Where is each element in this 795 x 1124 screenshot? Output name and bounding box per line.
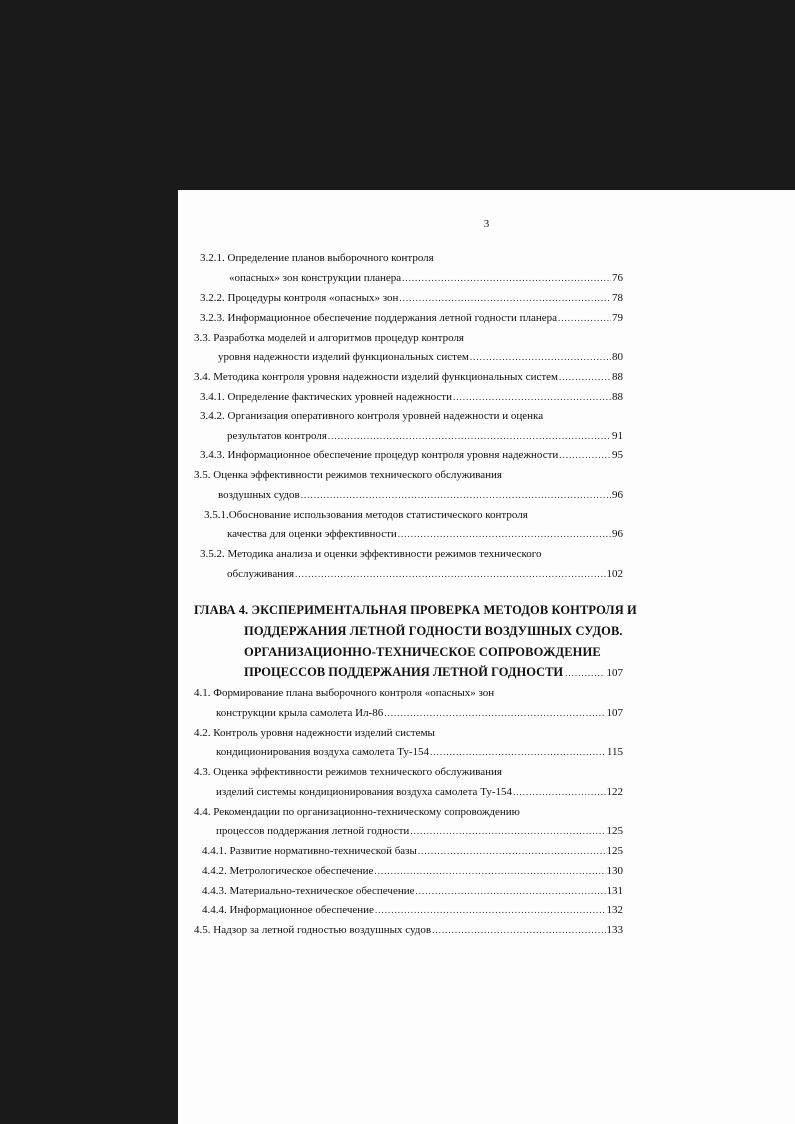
leader-dots: [513, 785, 605, 799]
toc-entry-4-1[interactable]: [216, 706, 623, 720]
toc-entry-4-4[interactable]: [216, 824, 623, 838]
toc-entry-3-5[interactable]: [218, 488, 623, 502]
toc-entry-text: обслуживания: [227, 568, 295, 580]
toc-entry-4-5[interactable]: [194, 923, 623, 937]
toc-page: 130: [606, 865, 623, 877]
chapter-4-title-line3: ОРГАНИЗАЦИОННО-ТЕХНИЧЕСКОЕ СОПРОВОЖДЕНИЕ: [244, 645, 601, 659]
leader-dots: [399, 291, 611, 305]
toc-entry-3-4[interactable]: [194, 370, 623, 384]
toc-entry-4-4-1[interactable]: [202, 844, 623, 858]
toc-entry-chapter-4[interactable]: [244, 664, 623, 680]
chapter-4-title-line1: ГЛАВА 4. ЭКСПЕРИМЕНТАЛЬНАЯ ПРОВЕРКА МЕТОДОВ КОНТРОЛЯ И: [194, 603, 637, 617]
leader-dots: [418, 844, 606, 858]
toc-entry-3-2-1-line1: 3.2.1. Определение планов выборочного контроля: [200, 252, 434, 264]
leader-dots: [453, 390, 611, 404]
leader-dots: [416, 884, 606, 898]
toc-page: 88: [612, 371, 623, 383]
toc-page: 131: [606, 885, 623, 897]
leader-dots: [398, 527, 611, 541]
toc-page: 76: [612, 272, 623, 284]
toc-entry-text: 4.5. Надзор за летной годностью воздушных судов: [194, 924, 432, 936]
leader-dots: [432, 923, 605, 937]
toc-entry-4-4-line1: 4.4. Рекомендации по организационно-техническому сопровождению: [194, 806, 520, 818]
toc-entry-text: 3.4.3. Информационное обеспечение процедур контроля уровня надежности: [200, 449, 559, 461]
toc-page: 107: [606, 667, 623, 679]
toc-entry-3-5-2[interactable]: [227, 567, 623, 581]
toc-entry-text: 4.4.4. Информационное обеспечение: [202, 904, 374, 916]
toc-entry-4-4-3[interactable]: [202, 884, 623, 898]
leader-dots: [558, 311, 611, 325]
toc-page: 80: [612, 351, 623, 363]
leader-dots: [410, 824, 605, 838]
toc-entry-3-5-1[interactable]: [227, 527, 623, 541]
chapter-4-title-line4: ПРОЦЕССОВ ПОДДЕРЖАНИЯ ЛЕТНОЙ ГОДНОСТИ: [244, 665, 564, 679]
toc-page: 132: [606, 904, 623, 916]
toc-entry-3-3-line1: 3.3. Разработка моделей и алгоритмов процедур контроля: [194, 332, 464, 344]
toc-entry-text: уровня надежности изделий функциональных систем: [218, 351, 469, 363]
toc-entry-text: 3.4.1. Определение фактических уровней надежности: [200, 391, 452, 403]
toc-entry-text: процессов поддержания летной годности: [216, 825, 410, 837]
toc-entry-text: 3.2.2. Процедуры контроля «опасных» зон: [200, 292, 399, 304]
toc-entry-3-5-1-line1: 3.5.1.Обоснование использования методов статистического контроля: [204, 509, 528, 521]
toc-entry-3-3[interactable]: [218, 350, 623, 364]
toc-entry-3-4-1[interactable]: [200, 390, 623, 404]
leader-dots: [559, 448, 611, 462]
toc-entry-4-2[interactable]: [216, 745, 623, 759]
toc-entry-3-5-line1: 3.5. Оценка эффективности режимов технического обслуживания: [194, 469, 502, 481]
toc-page: 79: [612, 312, 623, 324]
toc-page: 96: [612, 489, 623, 501]
toc-entry-text: изделий системы кондиционирования воздуха самолета Ту-154: [216, 786, 513, 798]
toc-entry-text: 3.4. Методика контроля уровня надежности изделий функциональных систем: [194, 371, 558, 383]
toc-page: 115: [606, 746, 623, 758]
chapter-4-title-line2: ПОДДЕРЖАНИЯ ЛЕТНОЙ ГОДНОСТИ ВОЗДУШНЫХ СУДОВ.: [244, 624, 623, 638]
toc-entry-4-3-line1: 4.3. Оценка эффективности режимов технического обслуживания: [194, 766, 502, 778]
toc-page: 88: [612, 391, 623, 403]
leader-dots: [384, 706, 605, 720]
leader-dots: [430, 745, 606, 759]
toc-entry-text: результатов контроля: [227, 430, 327, 442]
toc-entry-text: 4.4.2. Метрологическое обеспечение: [202, 865, 374, 877]
page-number: 3: [483, 218, 490, 230]
toc-entry-3-5-2-line1: 3.5.2. Методика анализа и оценки эффективности режимов технического: [200, 548, 542, 560]
document-page: [178, 190, 795, 1124]
toc-entry-4-2-line1: 4.2. Контроль уровня надежности изделий системы: [194, 727, 435, 739]
toc-entry-text: воздушных судов: [218, 489, 300, 501]
toc-entry-text: конструкции крыла самолета Ил-86: [216, 707, 384, 719]
toc-entry-text: качества для оценки эффективности: [227, 528, 397, 540]
leader-dots: [328, 429, 611, 443]
toc-entry-text: «опасных» зон конструкции планера: [229, 272, 402, 284]
toc-entry-3-4-3[interactable]: [200, 448, 623, 462]
toc-page: 122: [606, 786, 623, 798]
toc-entry-3-2-1[interactable]: [229, 271, 623, 285]
toc-page: 78: [612, 292, 623, 304]
toc-entry-3-4-2-line1: 3.4.2. Организация оперативного контроля уровней надежности и оценка: [200, 410, 544, 422]
toc-page: 91: [612, 430, 623, 442]
toc-entry-4-3[interactable]: [216, 785, 623, 799]
leader-dots: [470, 350, 611, 364]
toc-page: 107: [606, 707, 623, 719]
leader-dots: [559, 370, 611, 384]
toc-page: 133: [606, 924, 623, 936]
leader-dots: [565, 668, 604, 678]
toc-page: 125: [606, 845, 623, 857]
toc-entry-3-4-2[interactable]: [227, 429, 623, 443]
toc-entry-4-4-4[interactable]: [202, 903, 623, 917]
toc-page: 102: [606, 568, 623, 580]
toc-entry-3-2-3[interactable]: [200, 311, 623, 325]
toc-page: 96: [612, 528, 623, 540]
toc-page: 95: [612, 449, 623, 461]
leader-dots: [295, 567, 605, 581]
toc-entry-text: 4.4.3. Материально-техническое обеспечение: [202, 885, 415, 897]
toc-entry-4-1-line1: 4.1. Формирование плана выборочного контроля «опасных» зон: [194, 687, 495, 699]
toc-entry-text: 3.2.3. Информационное обеспечение поддержания летной годности планера: [200, 312, 558, 324]
leader-dots: [402, 271, 611, 285]
toc-entry-text: 4.4.1. Развитие нормативно-технической базы: [202, 845, 417, 857]
leader-dots: [301, 488, 611, 502]
toc-page: 125: [606, 825, 623, 837]
toc-entry-4-4-2[interactable]: [202, 864, 623, 878]
toc-entry-3-2-2[interactable]: [200, 291, 623, 305]
toc-entry-text: кондиционирования воздуха самолета Ту-154: [216, 746, 430, 758]
leader-dots: [375, 903, 606, 917]
leader-dots: [374, 864, 605, 878]
